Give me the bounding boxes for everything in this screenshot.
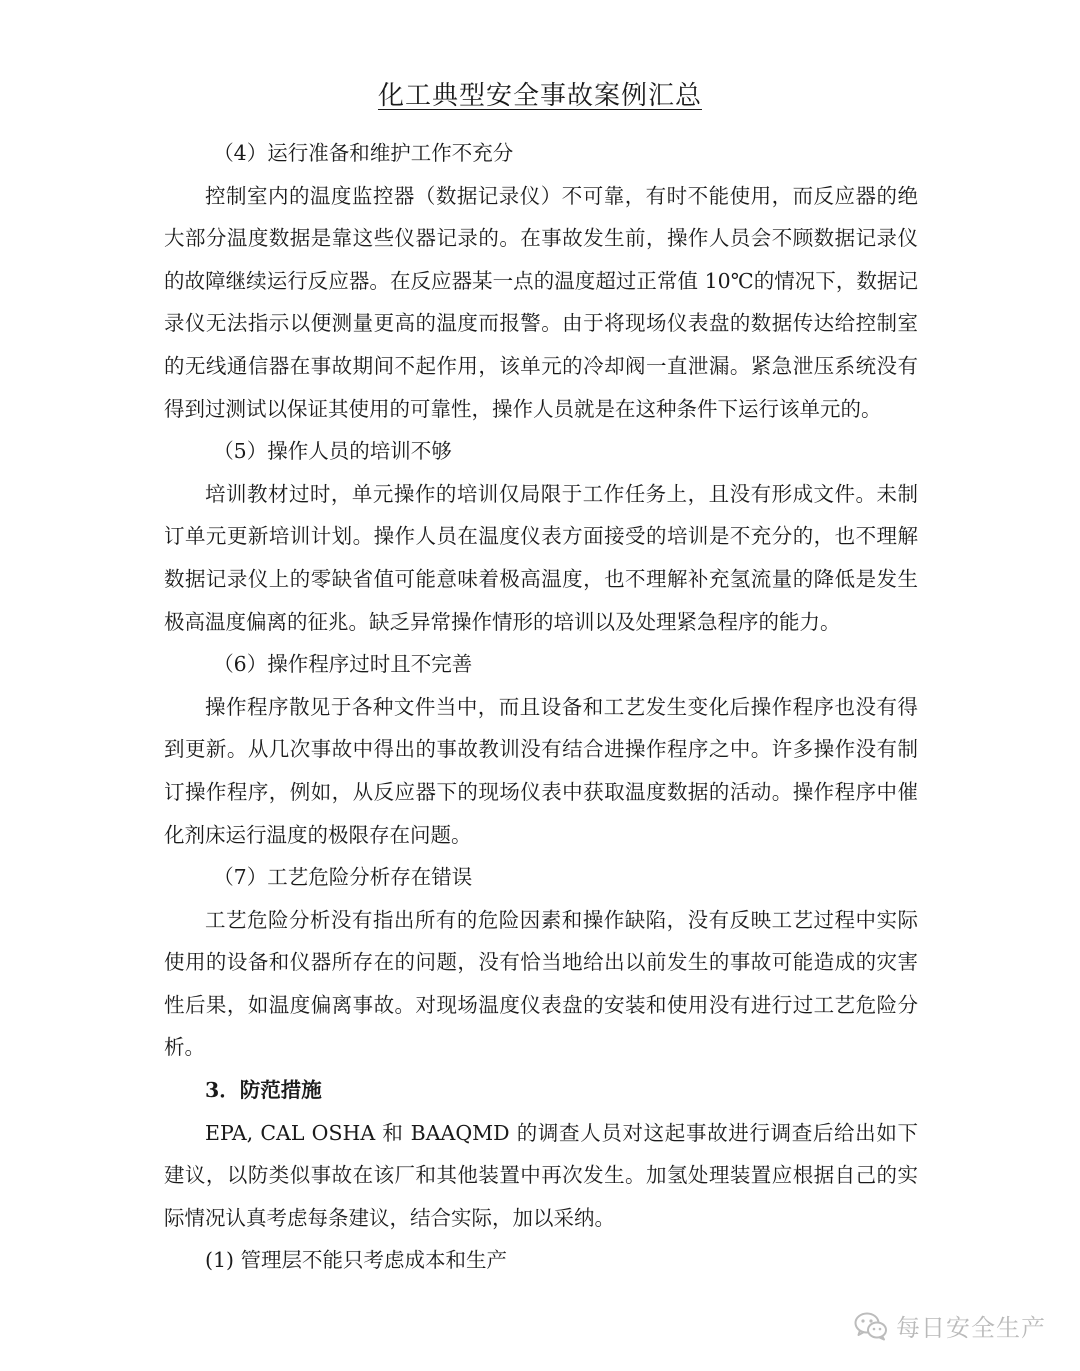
wechat-icon <box>854 1311 888 1341</box>
paragraph: 操作程序散见于各种文件当中，而且设备和工艺发生变化后操作程序也没有得到更新。从几次事故中得出的事故教训没有结合进操作程序之中。许多操作没有制订操作程序，例如，从反应器下的现场仪表中获取温度数据的活动。操作程序中催化剂床运行温度的极限存在问题。 <box>164 694 918 847</box>
paragraph: EPA, CAL OSHA 和 BAAQMD 的调查人员对这起事故进行调查后给出如下建议，以防类似事故在该厂和其他装置中再次发生。加氢处理装置应根据自己的实际情况认真考虑每条建议，结合实际，加以采纳。 <box>164 1120 918 1230</box>
subheading-5: （5）操作人员的培训不够 <box>213 439 452 464</box>
section-heading-3: 3．防范措施 <box>205 1078 322 1103</box>
paragraph: 工艺危险分析没有指出所有的危险因素和操作缺陷，没有反映工艺过程中实际使用的设备和仪器所存在的问题，没有恰当地给出以前发生的事故可能造成的灾害性后果，如温度偏离事故。对现场温度仪表盘的安装和使用没有进行过工艺危险分析。 <box>164 907 918 1060</box>
subheading-4: （4）运行准备和维护工作不充分 <box>213 141 514 165</box>
document-title-text: 化工典型安全事故案例汇总 <box>377 81 702 111</box>
watermark-text: 每日安全生产 <box>896 1314 1046 1342</box>
paragraph: 培训教材过时，单元操作的培训仅局限于工作任务上，且没有形成文件。未制订单元更新培训计划。操作人员在温度仪表方面接受的培训是不充分的，也不理解数据记录仪上的零缺省值可能意味着极高温度，也不理解补充氢流量的降低是发生极高温度偏离的征兆。缺乏异常操作情形的培训以及处理紧急程序的能力。 <box>164 481 918 634</box>
document-body <box>164 132 918 1282</box>
subheading-7: （7）工艺危险分析存在错误 <box>213 865 473 890</box>
paragraph: 控制室内的温度监控器（数据记录仪）不可靠，有时不能使用，而反应器的绝大部分温度数据是靠这些仪器记录的。在事故发生前，操作人员会不顾数据记录仪的故障继续运行反应器。在反应器某一点的温度超过正常值 10℃的情况下，数据记录仪无法指示以便测量更高的温度而报警。由于将现场仪表盘的数据传达给控制室的无线通信器在事故期间不起作用，该单元的冷却阀一直泄漏。紧急泄压系统没有得到过测试以保证其使用的可靠性，操作人员就是在这种条件下运行该单元的。 <box>164 183 918 421</box>
subheading-6: （6）操作程序过时且不完善 <box>213 652 473 677</box>
watermark <box>854 1308 1046 1343</box>
document-title <box>0 76 1080 116</box>
list-item-1: (1) 管理层不能只考虑成本和生产 <box>205 1248 508 1273</box>
